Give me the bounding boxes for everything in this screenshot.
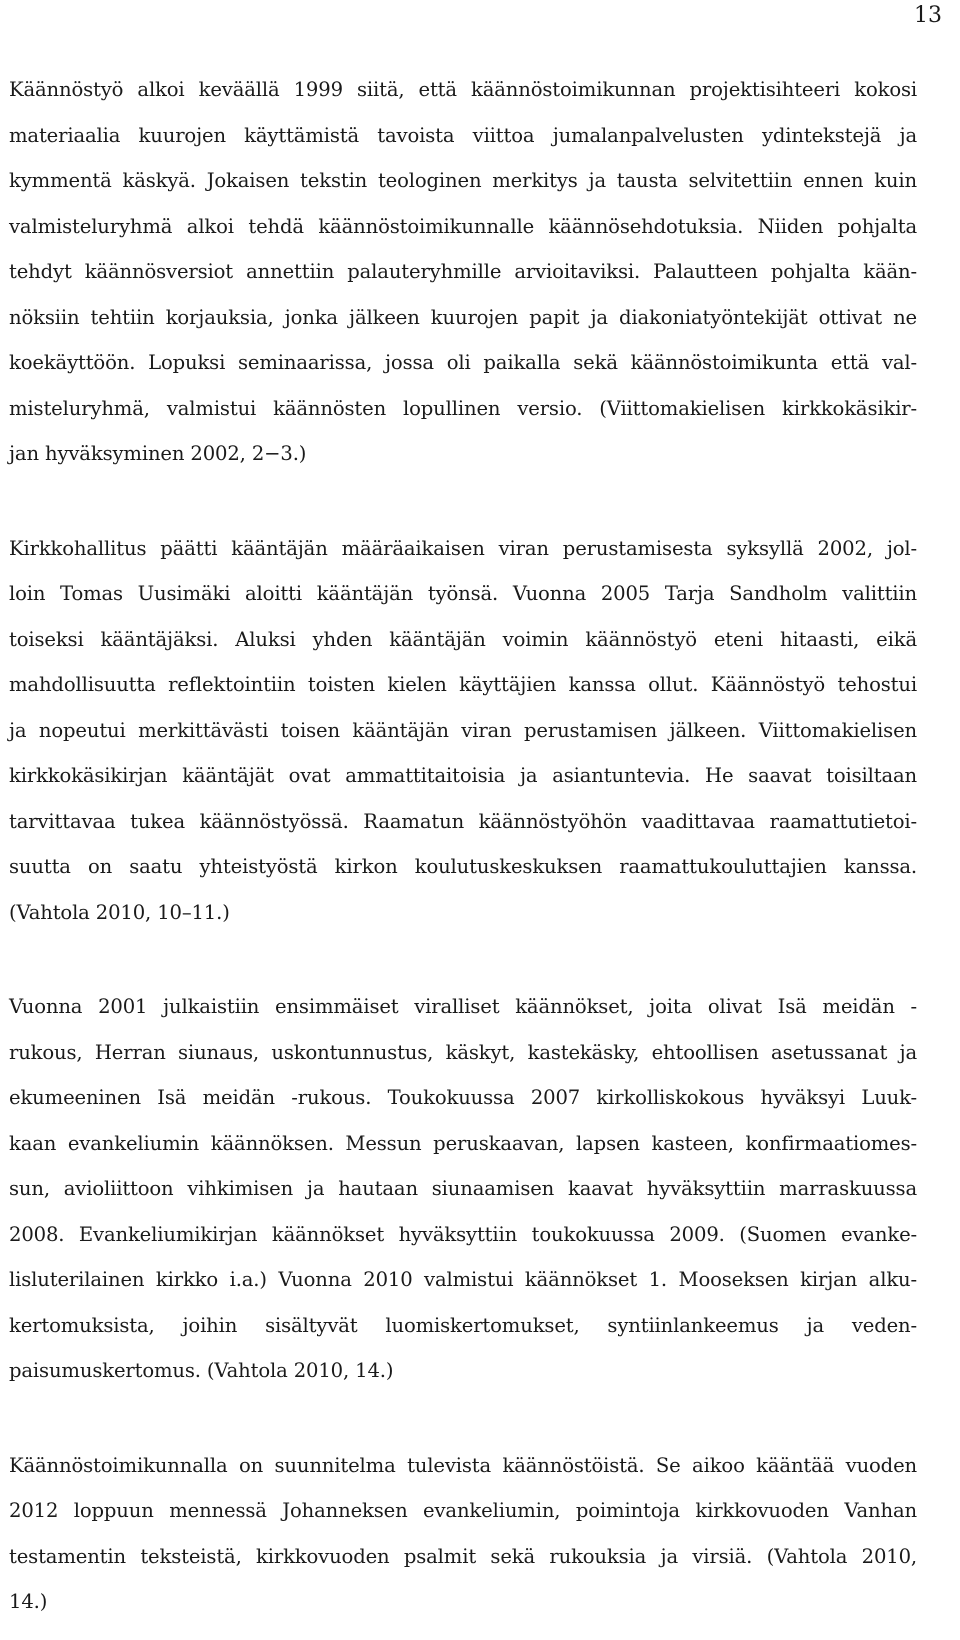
text-line: mahdollisuutta reflektointiin toisten kielen käyttäjien kanssa ollut. Käännöstyö tehostui	[9, 673, 917, 696]
text-line: misteluryhmä, valmistui käännösten lopullinen versio. (Viittomakielisen kirkkokäsikir-	[9, 396, 917, 420]
paragraph	[9, 984, 917, 1394]
text-line: kirkkokäsikirjan kääntäjät ovat ammattitaitoisia ja asiantuntevia. He saavat toisiltaan	[9, 764, 917, 787]
text-line: koekäyttöön. Lopuksi seminaarissa, jossa oli paikalla sekä käännöstoimikunta että val-	[9, 351, 917, 374]
text-line: toiseksi kääntäjäksi. Aluksi yhden kääntäjän voimin käännöstyö eteni hitaasti, eikä	[9, 627, 917, 651]
paragraph	[9, 1443, 917, 1625]
text-line: 14.)	[9, 1590, 48, 1613]
text-line: ekumeeninen Isä meidän -rukous. Toukokuussa 2007 kirkolliskokous hyväksyi Luuk-	[9, 1086, 917, 1109]
text-line: valmisteluryhmä alkoi tehdä käännöstoimikunnalle käännösehdotuksia. Niiden pohjalta	[9, 214, 917, 238]
document-body	[9, 67, 917, 1625]
text-line: (Vahtola 2010, 10–11.)	[9, 900, 230, 924]
text-line: testamentin teksteistä, kirkkovuoden psalmit sekä rukouksia ja virsiä. (Vahtola 2010,	[9, 1544, 917, 1568]
text-line: tehdyt käännösversiot annettiin palauteryhmille arvioitaviksi. Palautteen pohjalta kään-	[9, 260, 917, 283]
text-line: lisluterilainen kirkko i.a.) Vuonna 2010 valmistui käännökset 1. Mooseksen kirjan alku-	[9, 1268, 917, 1291]
text-line: Käännöstoimikunnalla on suunnitelma tulevista käännöstöistä. Se aikoo kääntää vuoden	[9, 1453, 917, 1477]
text-line: kymmentä käskyä. Jokaisen tekstin teologinen merkitys ja tausta selvitettiin ennen kuin	[9, 169, 917, 192]
text-line: 2012 loppuun mennessä Johanneksen evankeliumin, poimintoja kirkkovuoden Vanhan	[9, 1499, 917, 1522]
text-line: kertomuksista, joihin sisältyvät luomiskertomukset, syntiinlankeemus ja veden-	[9, 1313, 917, 1337]
text-line: kaan evankeliumin käännöksen. Messun peruskaavan, lapsen kasteen, konfirmaatiomes-	[9, 1131, 917, 1155]
paragraph-gap	[9, 1394, 917, 1443]
text-line: rukous, Herran siunaus, uskontunnustus, käskyt, kastekäsky, ehtoollisen asetussanat ja	[9, 1040, 917, 1064]
paragraph	[9, 526, 917, 936]
paragraph	[9, 67, 917, 477]
text-line: nöksiin tehtiin korjauksia, jonka jälkeen kuurojen papit ja diakoniatyöntekijät ottivat ne	[9, 305, 917, 329]
text-line: jan hyväksyminen 2002, 2−3.)	[9, 442, 307, 465]
text-line: sun, avioliittoon vihkimisen ja hautaan siunaamisen kaavat hyväksyttiin marraskuussa	[9, 1177, 917, 1200]
text-line: loin Tomas Uusimäki aloitti kääntäjän työnsä. Vuonna 2005 Tarja Sandholm valittiin	[9, 582, 917, 605]
paragraph-gap	[9, 935, 917, 984]
text-line: Kirkkohallitus päätti kääntäjän määräaikaisen viran perustamisesta syksyllä 2002, jol-	[9, 536, 917, 560]
text-line: tarvittavaa tukea käännöstyössä. Raamatun käännöstyöhön vaadittavaa raamattutietoi-	[9, 809, 917, 833]
text-line: materiaalia kuurojen käyttämistä tavoista viittoa jumalanpalvelusten ydintekstejä ja	[9, 123, 917, 147]
text-line: suutta on saatu yhteistyöstä kirkon koulutuskeskuksen raamattukouluttajien kanssa.	[9, 855, 917, 878]
text-line: Käännöstyö alkoi keväällä 1999 siitä, että käännöstoimikunnan projektisihteeri kokosi	[9, 78, 917, 101]
paragraph-gap	[9, 477, 917, 526]
text-line: 2008. Evankeliumikirjan käännökset hyväksyttiin toukokuussa 2009. (Suomen evanke-	[9, 1222, 917, 1246]
text-line: Vuonna 2001 julkaistiin ensimmäiset viralliset käännökset, joita olivat Isä meidän -	[9, 995, 917, 1018]
text-line: paisumuskertomus. (Vahtola 2010, 14.)	[9, 1359, 394, 1382]
text-line: ja nopeutui merkittävästi toisen kääntäjän viran perustamisen jälkeen. Viittomakielisen	[9, 718, 917, 742]
page-number: 13	[914, 3, 942, 28]
